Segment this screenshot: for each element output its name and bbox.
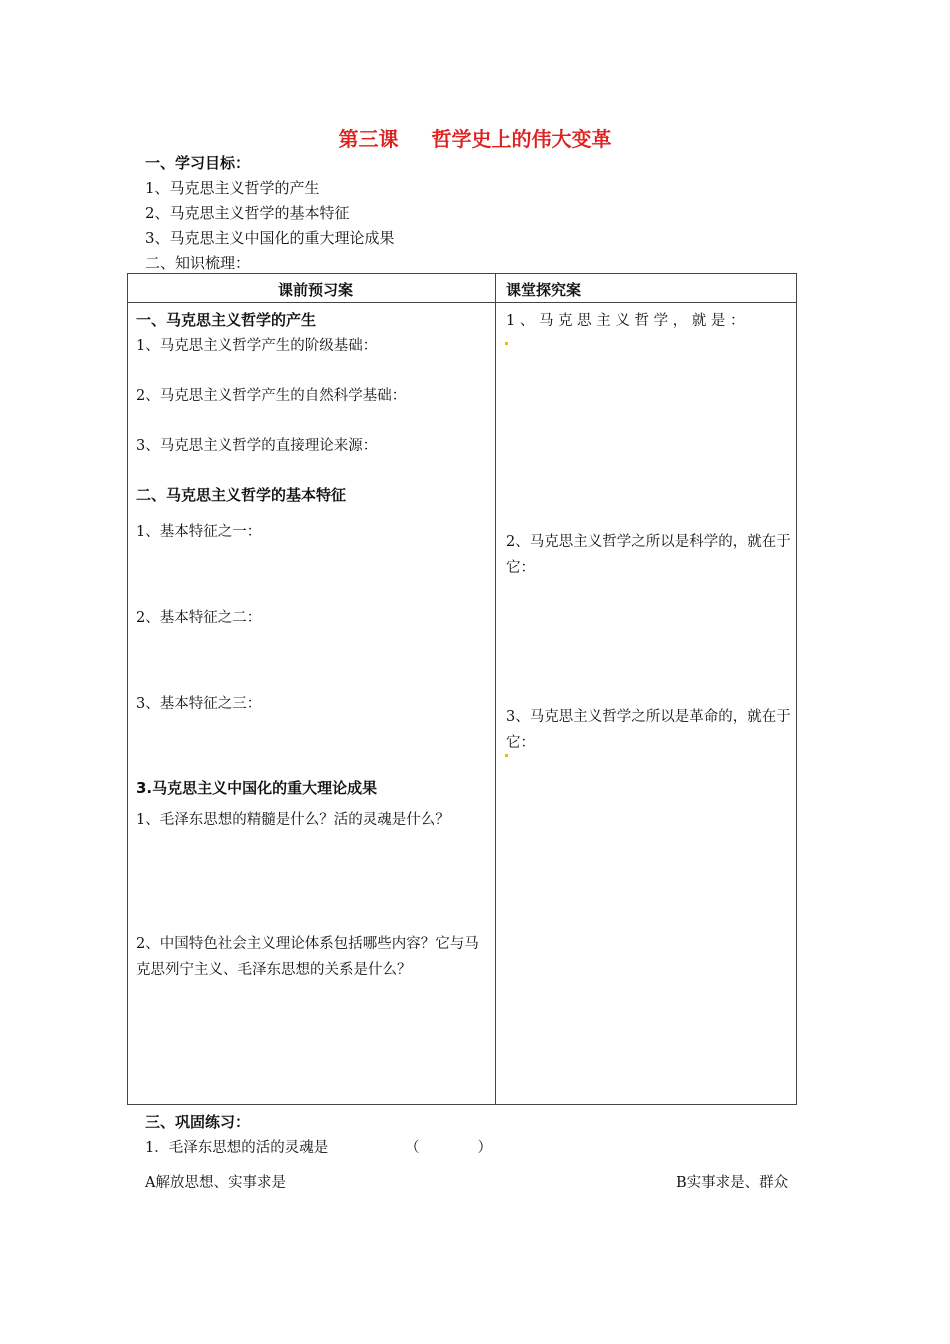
section-heading-sinicization: 3.马克思主义中国化的重大理论成果 — [136, 779, 378, 797]
objective-item: 2、马克思主义哲学的基本特征 — [145, 204, 350, 222]
list-item: 2、马克思主义哲学产生的自然科学基础： — [136, 388, 407, 404]
study-table — [127, 273, 797, 1105]
objective-item: 1、马克思主义哲学的产生 — [145, 179, 320, 197]
section-heading-features: 二、马克思主义哲学的基本特征 — [136, 486, 347, 504]
practice-question: 1．毛泽东思想的活的灵魂是 — [145, 1140, 329, 1156]
text-marker — [505, 342, 508, 345]
question-mao-thought: 1、毛泽东思想的精髓是什么？活的灵魂是什么？ — [136, 812, 450, 828]
section-heading-origin: 一、马克思主义哲学的产生 — [136, 311, 317, 329]
table-header-divider — [128, 302, 796, 303]
question-definition: 1 、 马 克 思 主 义 哲 学 ， 就 是 ： — [506, 313, 745, 329]
objective-item: 3、马克思主义中国化的重大理论成果 — [145, 229, 395, 247]
text-marker — [505, 754, 508, 757]
knowledge-heading: 二、知识梳理： — [145, 254, 251, 272]
question-scientific: 2、马克思主义哲学之所以是科学的，就在于它： — [506, 534, 791, 576]
list-item: 1、基本特征之一： — [136, 524, 262, 540]
table-column-divider — [495, 274, 496, 1104]
list-item: 3、马克思主义哲学的直接理论来源： — [136, 438, 378, 454]
right-column-header: 课堂探究案 — [506, 281, 582, 299]
list-item: 3、基本特征之三： — [136, 696, 262, 712]
left-column-header: 课前预习案 — [278, 281, 354, 299]
objectives-heading: 一、学习目标： — [145, 154, 251, 172]
list-item: 1、马克思主义哲学产生的阶级基础： — [136, 338, 378, 354]
answer-bracket: （ ） — [405, 1140, 492, 1156]
question-revolutionary: 3、马克思主义哲学之所以是革命的，就在于它： — [506, 709, 791, 751]
option-b: B实事求是、群众 — [676, 1175, 789, 1191]
page-title: 第三课 哲学史上的伟大变革 — [338, 127, 612, 151]
option-a: A解放思想、实事求是 — [145, 1175, 286, 1191]
question-socialist-theory: 2、中国特色社会主义理论体系包括哪些内容？它与马克思列宁主义、毛泽东思想的关系是什么？ — [136, 936, 479, 978]
practice-heading: 三、巩固练习： — [145, 1113, 251, 1131]
list-item: 2、基本特征之二： — [136, 610, 262, 626]
